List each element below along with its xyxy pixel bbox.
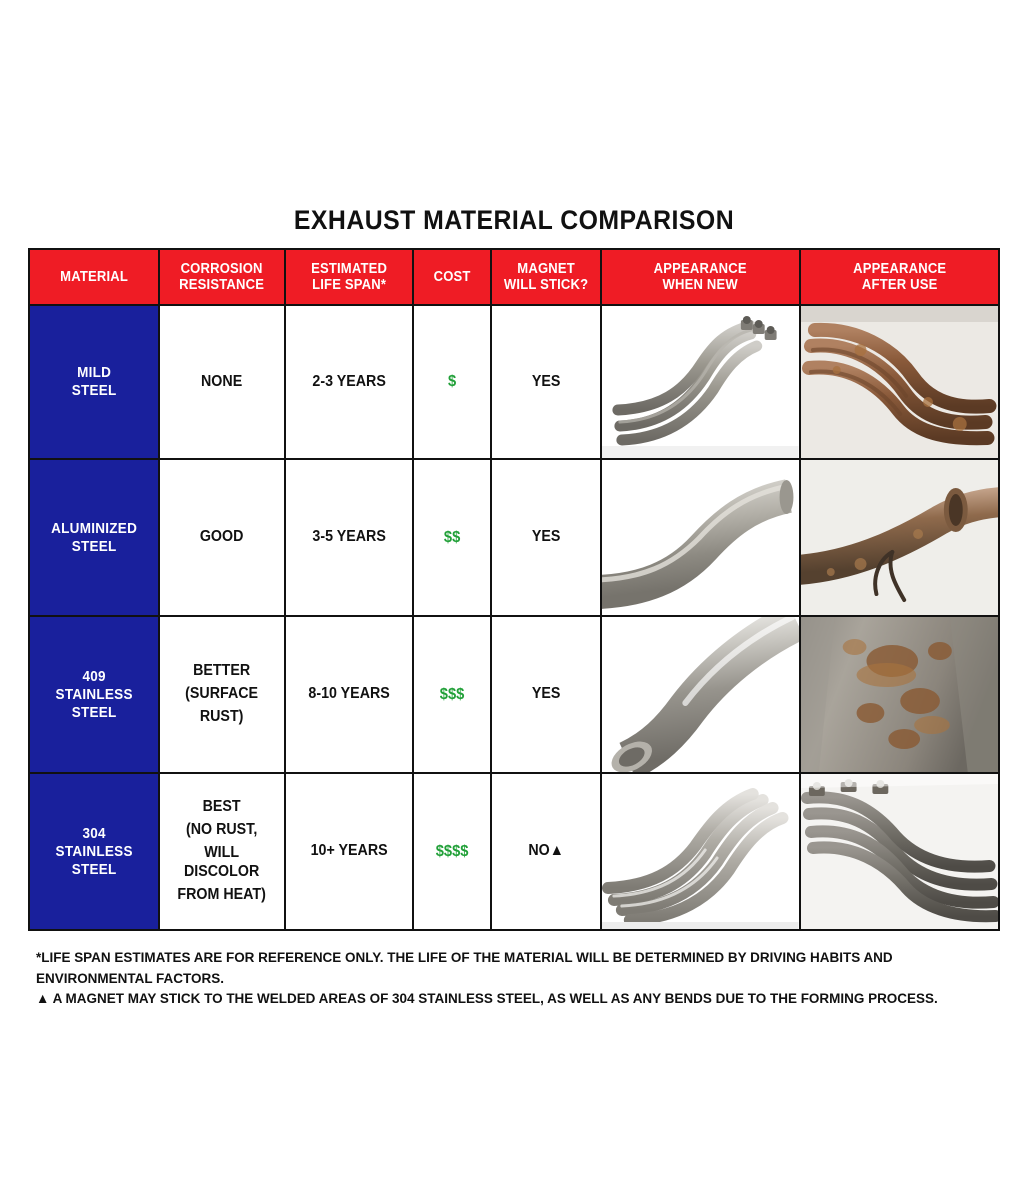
cell-material-409-stainless-steel <box>29 616 159 773</box>
header-line: WHEN NEW <box>662 277 739 293</box>
cell-appearance-after-use <box>800 616 999 773</box>
material-line: STEEL <box>71 703 117 721</box>
cell-material-aluminized-steel <box>29 459 159 616</box>
rusted-headers-photo <box>801 306 998 458</box>
footnote-magnet: ▲ A MAGNET MAY STICK TO THE WELDED AREAS OF 304 STAINLESS STEEL, AS WELL AS ANY BENDS DUE TO THE FORMING PROCESS. <box>36 991 938 1008</box>
cell-corrosion-resistance: BETTER (SURFACE RUST) <box>159 616 284 773</box>
cell-cost: $$ <box>413 459 491 616</box>
cell-appearance-after-use <box>800 773 999 930</box>
table-header-row <box>29 249 999 305</box>
table-row <box>29 305 999 459</box>
page-title: EXHAUST MATERIAL COMPARISON <box>293 205 735 235</box>
cell-material-mild-steel <box>29 305 159 459</box>
bare-steel-headers-photo <box>602 306 798 458</box>
table-row <box>29 773 999 930</box>
surface-rust-409-pipe-photo <box>801 617 998 772</box>
cell-magnet-will-stick: YES <box>491 616 601 773</box>
table-row <box>29 459 999 616</box>
header-line: ESTIMATED <box>310 260 387 277</box>
cell-material-304-stainless-steel <box>29 773 159 930</box>
cell-appearance-when-new <box>601 773 799 930</box>
cell-life-span: 3-5 YEARS <box>285 459 413 616</box>
aluminized-bent-pipe-photo <box>602 460 798 615</box>
cell-life-span: 10+ YEARS <box>285 773 413 930</box>
header-line: COST <box>433 268 471 285</box>
header-line: MAGNET <box>517 260 575 277</box>
material-line: STEEL <box>71 537 117 555</box>
footnotes <box>36 948 996 1010</box>
comparison-chart <box>28 205 1000 931</box>
cell-appearance-after-use <box>800 459 999 616</box>
header-line: RESISTANCE <box>179 277 265 293</box>
material-line: STEEL <box>71 860 117 878</box>
cell-appearance-when-new <box>601 616 799 773</box>
material-line: 409 <box>82 667 106 685</box>
column-header-appearance-when-new <box>601 249 799 305</box>
header-line: AFTER USE <box>861 277 938 293</box>
cell-appearance-after-use <box>800 305 999 459</box>
cell-appearance-when-new <box>601 305 799 459</box>
material-line: MILD <box>77 364 112 381</box>
material-line: STEEL <box>71 382 117 399</box>
heat-discolored-304-headers-photo <box>801 774 998 929</box>
material-line: STAINLESS <box>55 685 133 703</box>
cell-corrosion-resistance: GOOD <box>159 459 284 616</box>
cell-life-span: 2-3 YEARS <box>285 305 413 459</box>
material-line: 304 <box>82 824 106 842</box>
cell-magnet-will-stick: NO▲ <box>491 773 601 930</box>
cell-cost: $ <box>413 305 491 459</box>
cell-magnet-will-stick: YES <box>491 305 601 459</box>
header-line: MATERIAL <box>60 268 129 285</box>
column-header-magnet-will-stick <box>491 249 601 305</box>
footnote-lifespan: *LIFE SPAN ESTIMATES ARE FOR REFERENCE ONLY. THE LIFE OF THE MATERIAL WILL BE DETERMINED BY DRIVING HABITS AND ENVIRONMENTAL FACTORS. <box>36 950 893 987</box>
column-header-cost <box>413 249 491 305</box>
cell-appearance-when-new <box>601 459 799 616</box>
cell-corrosion-resistance: BEST (NO RUST, WILL DISCOLOR FROM HEAT) <box>159 773 284 930</box>
exhaust-material-comparison-table <box>28 248 1000 931</box>
cell-life-span: 8-10 YEARS <box>285 616 413 773</box>
cell-magnet-will-stick: YES <box>491 459 601 616</box>
table-row <box>29 616 999 773</box>
polished-409-pipe-photo <box>602 617 798 772</box>
cell-cost: $$$$ <box>413 773 491 930</box>
cell-corrosion-resistance: NONE <box>159 305 284 459</box>
material-line: ALUMINIZED <box>51 519 138 537</box>
material-line: STAINLESS <box>55 842 133 860</box>
header-line: CORROSION <box>180 260 263 277</box>
column-header-material <box>29 249 159 305</box>
column-header-appearance-after-use <box>800 249 999 305</box>
column-header-corrosion-resistance <box>159 249 284 305</box>
polished-304-headers-photo <box>602 774 798 929</box>
column-header-estimated-life-span <box>285 249 413 305</box>
header-line: APPEARANCE <box>852 260 946 277</box>
header-line: APPEARANCE <box>653 260 747 277</box>
header-line: LIFE SPAN* <box>311 277 386 293</box>
rusted-muffler-pipe-photo <box>801 460 998 615</box>
cell-cost: $$$ <box>413 616 491 773</box>
header-line: WILL STICK? <box>503 277 589 293</box>
